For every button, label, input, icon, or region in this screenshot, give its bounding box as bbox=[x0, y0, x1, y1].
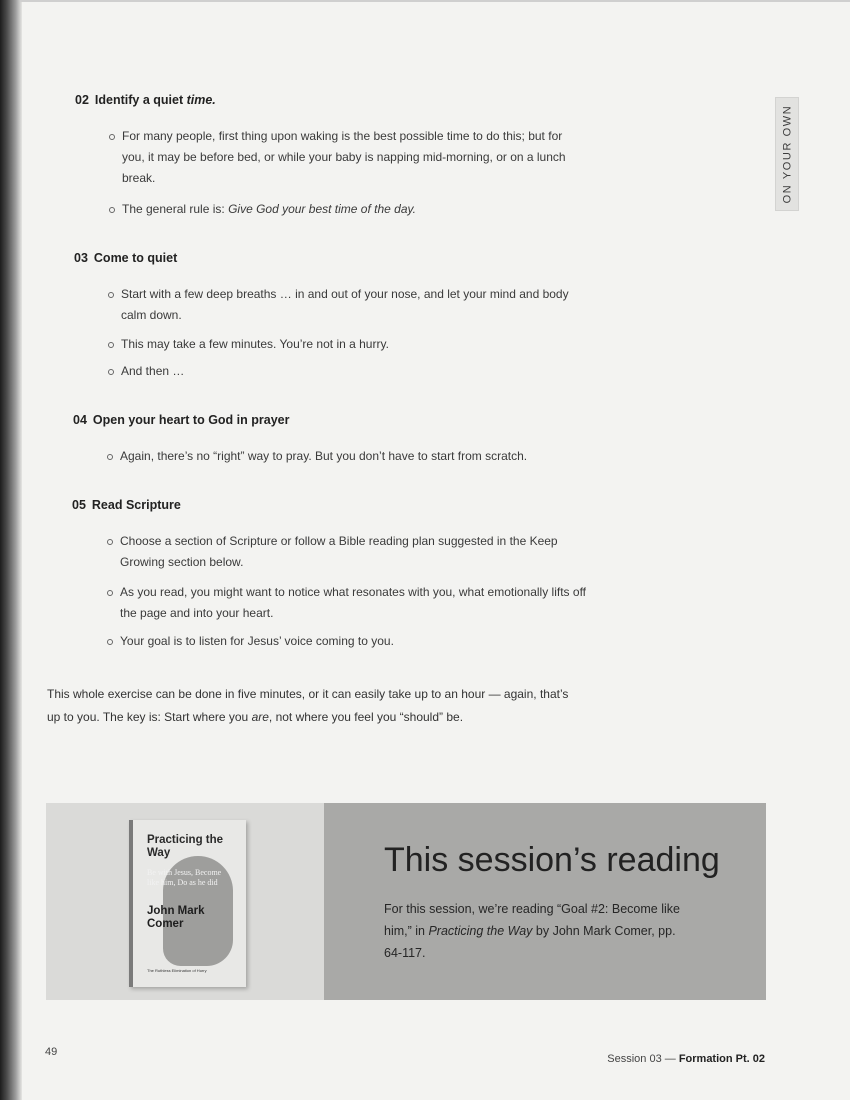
step-title-emphasis: time. bbox=[186, 93, 216, 107]
step-03-heading bbox=[74, 251, 177, 265]
bullet-icon bbox=[109, 207, 115, 213]
page-footer bbox=[607, 1053, 765, 1065]
step-title: Come to quiet bbox=[93, 251, 178, 265]
bullet-item bbox=[120, 582, 590, 624]
bullet-text: And then … bbox=[121, 364, 185, 378]
book-title: Practicing the Way bbox=[147, 834, 224, 859]
bullet-item bbox=[122, 126, 587, 189]
bullet-emphasis: Give God your best time of the day. bbox=[228, 202, 416, 216]
book-subtitle: Be with Jesus, Become like him, Do as he did bbox=[147, 868, 222, 887]
step-number: 04 bbox=[73, 413, 87, 427]
bullet-icon bbox=[107, 539, 113, 545]
reading-text: For this session, we’re reading “Goal #2: Become like him,” in bbox=[384, 902, 680, 938]
bullet-text: Choose a section of Scripture or follow a Bible reading plan suggested in the Keep Growing section below. bbox=[120, 534, 558, 569]
top-edge bbox=[20, 0, 850, 2]
bullet-item bbox=[120, 531, 590, 573]
step-number: 05 bbox=[72, 498, 86, 512]
step-title: Read Scripture bbox=[91, 498, 181, 512]
closing-text-end: , not where you feel you “should” be. bbox=[268, 710, 464, 724]
bullet-text: Again, there’s no “right” way to pray. But you don’t have to start from scratch. bbox=[120, 449, 528, 463]
book-footer: The Ruthless Elimination of Hurry bbox=[147, 968, 207, 973]
step-number: 02 bbox=[75, 93, 89, 107]
bullet-icon bbox=[108, 369, 114, 375]
closing-emphasis: are bbox=[251, 710, 269, 724]
bullet-text: Start with a few deep breaths … in and out of your nose, and let your mind and body calm down. bbox=[121, 287, 569, 322]
step-title: Identify a quiet bbox=[94, 93, 187, 107]
bullet-item bbox=[120, 631, 590, 652]
bullet-icon bbox=[108, 342, 114, 348]
footer-session: Session 03 — bbox=[607, 1053, 679, 1065]
side-tab-label: ON YOUR OWN bbox=[781, 104, 793, 204]
bullet-icon bbox=[107, 454, 113, 460]
closing-paragraph bbox=[47, 683, 577, 729]
reading-panel bbox=[46, 803, 766, 1000]
reading-book-title: Practicing the Way bbox=[428, 924, 533, 938]
bullet-icon bbox=[107, 590, 113, 596]
bullet-text: As you read, you might want to notice what resonates with you, what emotionally lifts off the page and into your heart. bbox=[120, 585, 587, 620]
bullet-item bbox=[120, 446, 600, 467]
page-number: 49 bbox=[45, 1046, 58, 1058]
bullet-icon bbox=[107, 639, 113, 645]
bullet-text: Your goal is to listen for Jesus’ voice coming to you. bbox=[120, 634, 394, 648]
step-04-heading bbox=[73, 413, 289, 427]
closing-text: This whole exercise can be done in five minutes, or it can easily take up to an hour — again, that’s up to you. The key is: Start where you bbox=[47, 687, 569, 724]
bullet-item bbox=[121, 284, 591, 326]
step-number: 03 bbox=[74, 251, 88, 265]
step-02-heading bbox=[75, 93, 216, 107]
step-title: Open your heart to God in prayer bbox=[92, 413, 290, 427]
bullet-item bbox=[121, 334, 591, 355]
reading-title: This session’s reading bbox=[384, 841, 720, 879]
bullet-item bbox=[121, 361, 591, 382]
bullet-icon bbox=[109, 134, 115, 140]
bullet-item bbox=[122, 199, 587, 220]
step-05-heading bbox=[72, 498, 181, 512]
book-author: John Mark Comer bbox=[147, 905, 205, 930]
reading-text-end: by John Mark Comer, pp. 64-117. bbox=[384, 924, 676, 960]
bullet-text: This may take a few minutes. You’re not in a hurry. bbox=[121, 337, 389, 351]
binding-shadow bbox=[0, 0, 22, 1100]
bullet-text: For many people, first thing upon waking is the best possible time to do this; but for you, it may be before bed, or while your baby is napping mid-morning, or on a lunch break. bbox=[122, 129, 566, 185]
footer-part: Formation Pt. 02 bbox=[678, 1053, 765, 1065]
side-tab bbox=[775, 97, 799, 211]
reading-description bbox=[384, 898, 684, 964]
bullet-text: The general rule is: bbox=[122, 202, 229, 216]
bullet-icon bbox=[108, 292, 114, 298]
book-cover bbox=[129, 820, 246, 987]
